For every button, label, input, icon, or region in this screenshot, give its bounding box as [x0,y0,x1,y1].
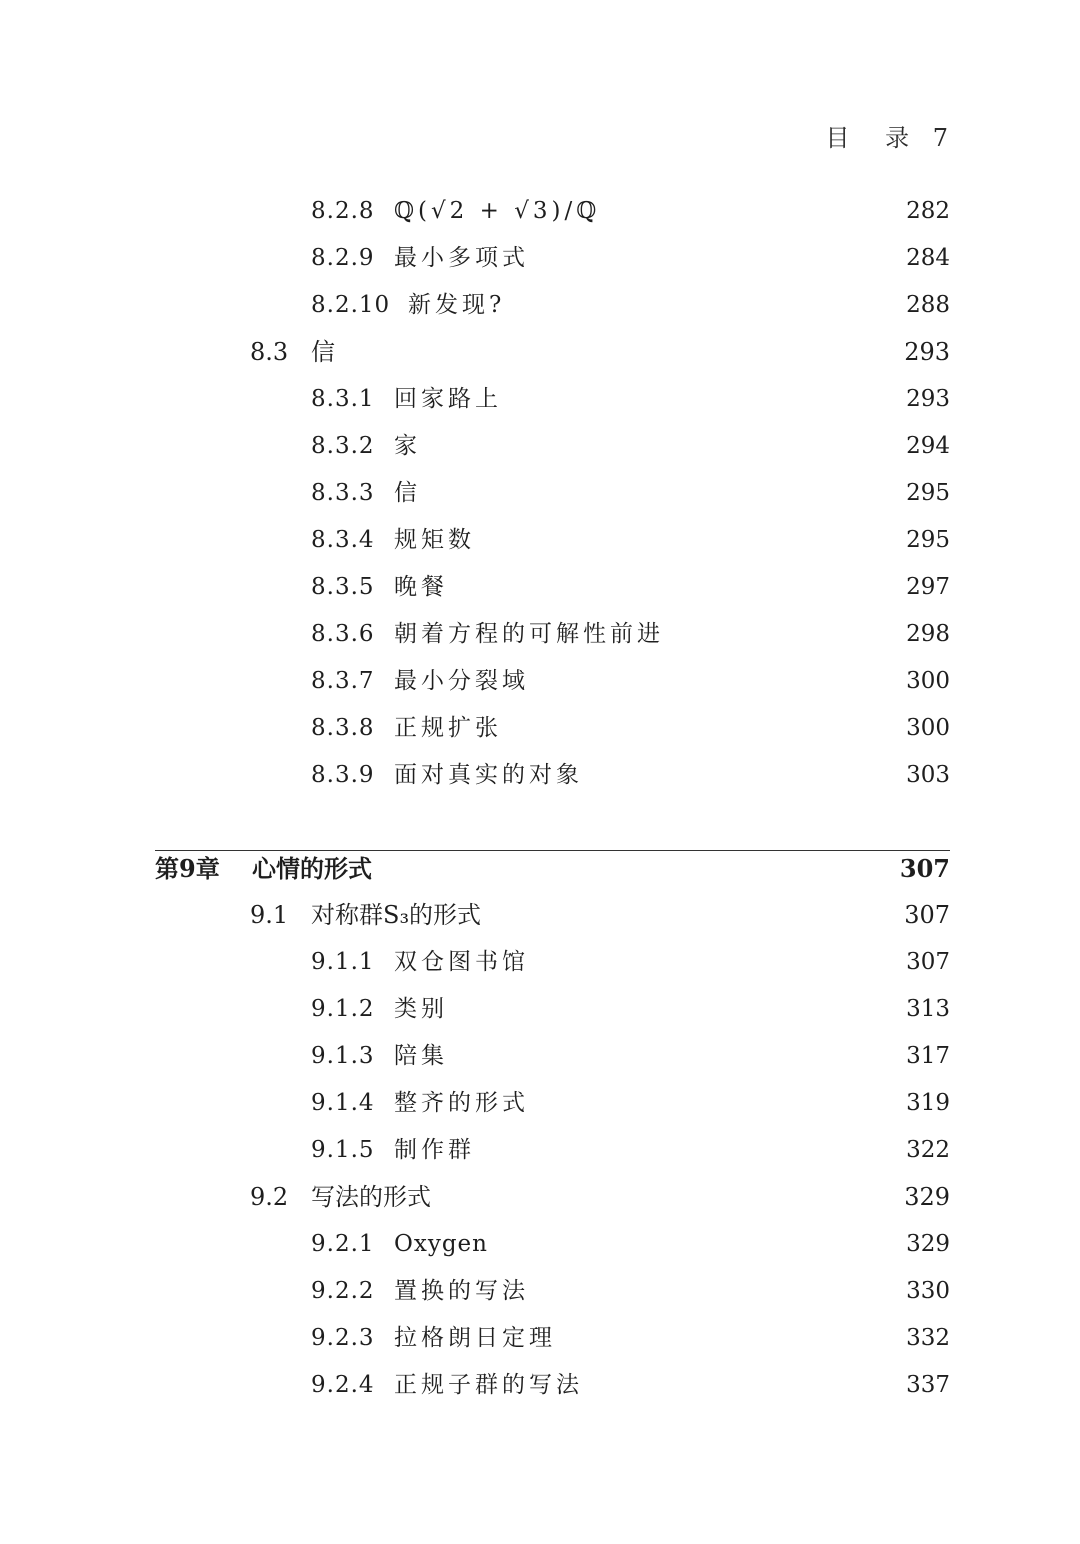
toc-entry-page: 307 [906,949,950,975]
toc-entry-page: 317 [906,1043,950,1069]
toc-entry-title: 家 [394,433,421,459]
toc-entry-number: 9.1.2 [311,996,375,1022]
toc-entry-number: 8.3.7 [311,668,375,694]
toc-entry-number: 8.3.8 [311,715,375,741]
toc-entry-title: 面对真实的对象 [394,762,583,788]
toc-entry-page: 288 [906,292,950,318]
toc-entry-number: 9.2.3 [311,1325,375,1351]
toc-section-number: 9.2 [250,1183,289,1211]
toc-entry-number: 8.3.6 [311,621,375,647]
toc-entry-title: 正规子群的写法 [394,1372,583,1398]
toc-entry-9-2-2[interactable] [0,1271,1080,1311]
toc-entry-page: 300 [906,715,950,741]
toc-entry-9-1-5[interactable] [0,1130,1080,1170]
toc-entry-number: 9.2.2 [311,1278,375,1304]
toc-entry-title: ℚ(√2 + √3)/ℚ [394,198,601,224]
toc-entry-8-3-5[interactable] [0,567,1080,607]
toc-entry-8-3[interactable] [0,332,1080,372]
toc-entry-title: 规矩数 [394,527,475,553]
toc-entry-page: 307 [904,901,950,929]
toc-entry-9-2[interactable] [0,1177,1080,1217]
toc-entry-8-3-1[interactable] [0,379,1080,419]
toc-entry-number: 9.1.5 [311,1137,375,1163]
toc-entry-9-2-3[interactable] [0,1318,1080,1358]
toc-entry-9-1-1[interactable] [0,942,1080,982]
toc-entry-number: 9.2.1 [311,1231,375,1257]
toc-entry-number: 9.2.4 [311,1372,375,1398]
toc-entry-title: 拉格朗日定理 [394,1325,556,1351]
toc-section-number: 8.3 [250,338,289,366]
toc-entry-title: 新发现? [408,292,506,318]
toc-entry-page: 303 [906,762,950,788]
toc-entry-title: 朝着方程的可解性前进 [394,621,664,647]
toc-entry-page: 295 [906,480,950,506]
toc-entry-number: 8.3.3 [311,480,375,506]
toc-entry-number: 9.1.1 [311,949,375,975]
toc-section-title: 对称群S₃的形式 [311,901,482,929]
toc-entry-9-1-4[interactable] [0,1083,1080,1123]
toc-section-title: 信 [311,338,335,366]
toc-entry-number: 8.3.2 [311,433,375,459]
toc-entry-title: Oxygen [394,1231,488,1257]
toc-entry-page: 330 [906,1278,950,1304]
toc-entry-8-3-9[interactable] [0,755,1080,795]
toc-entry-page: 337 [906,1372,950,1398]
toc-entry-8-3-4[interactable] [0,520,1080,560]
toc-entry-page: 300 [906,668,950,694]
toc-entry-number: 8.2.8 [311,198,375,224]
toc-entry-number: 8.3.5 [311,574,375,600]
toc-entry-page: 307 [899,854,950,883]
toc-entry-8-3-6[interactable] [0,614,1080,654]
toc-entry-title: 整齐的形式 [394,1090,529,1116]
toc-entry-9-1-2[interactable] [0,989,1080,1029]
toc-chapter-title: 心情的形式 [252,854,372,883]
toc-entry-title: 回家路上 [394,386,502,412]
toc-entry-9-1-3[interactable] [0,1036,1080,1076]
toc-entry-page: 319 [906,1090,950,1116]
toc-entry-8-3-2[interactable] [0,426,1080,466]
toc-entry-9-1[interactable] [0,895,1080,935]
running-header-page-number: 7 [932,124,950,152]
toc-entry-page: 295 [906,527,950,553]
toc-chapter-number: 第9章 [155,854,220,883]
toc-entry-title: 正规扩张 [394,715,502,741]
toc-entry-8-3-3[interactable] [0,473,1080,513]
toc-entry-page: 294 [906,433,950,459]
toc-entry-page: 298 [906,621,950,647]
toc-entry-page: 332 [906,1325,950,1351]
toc-entry-title: 双仓图书馆 [394,949,529,975]
toc-entry-title: 最小多项式 [394,245,529,271]
toc-entry-page: 313 [906,996,950,1022]
toc-section-title: 写法的形式 [311,1183,431,1211]
toc-entry-page: 329 [904,1183,950,1211]
toc-entry-number: 9.1.4 [311,1090,375,1116]
toc-entry-number: 8.2.10 [311,292,391,318]
toc-entry-8-3-8[interactable] [0,708,1080,748]
toc-entry-title: 晚餐 [394,574,448,600]
toc-entry-title: 信 [394,480,421,506]
toc-entry-number: 9.1.3 [311,1043,375,1069]
toc-section-number: 9.1 [250,901,289,929]
toc-entry-title: 制作群 [394,1137,475,1163]
toc-entry-title: 陪集 [394,1043,448,1069]
toc-entry-page: 293 [906,386,950,412]
toc-entry-8-3-7[interactable] [0,661,1080,701]
toc-entry-9-2-1[interactable] [0,1224,1080,1264]
toc-entry-page: 322 [906,1137,950,1163]
toc-entry-title: 置换的写法 [394,1278,529,1304]
toc-entry-page: 329 [906,1231,950,1257]
toc-entry-page: 293 [904,338,950,366]
running-header-title: 目 录 [825,124,924,152]
toc-entry-title: 最小分裂域 [394,668,529,694]
toc-chapter-9[interactable] [0,849,1080,889]
toc-entry-8-2-9[interactable] [0,238,1080,278]
toc-entry-9-2-4[interactable] [0,1365,1080,1405]
toc-entry-8-2-10[interactable] [0,285,1080,325]
toc-entry-page: 284 [906,245,950,271]
toc-entry-page: 282 [906,198,950,224]
toc-entry-number: 8.3.9 [311,762,375,788]
toc-entry-title: 类别 [394,996,448,1022]
toc-entry-number: 8.3.1 [311,386,375,412]
toc-entry-8-2-8[interactable] [0,191,1080,231]
toc-entry-page: 297 [906,574,950,600]
toc-entry-number: 8.2.9 [311,245,375,271]
toc-entry-number: 8.3.4 [311,527,375,553]
